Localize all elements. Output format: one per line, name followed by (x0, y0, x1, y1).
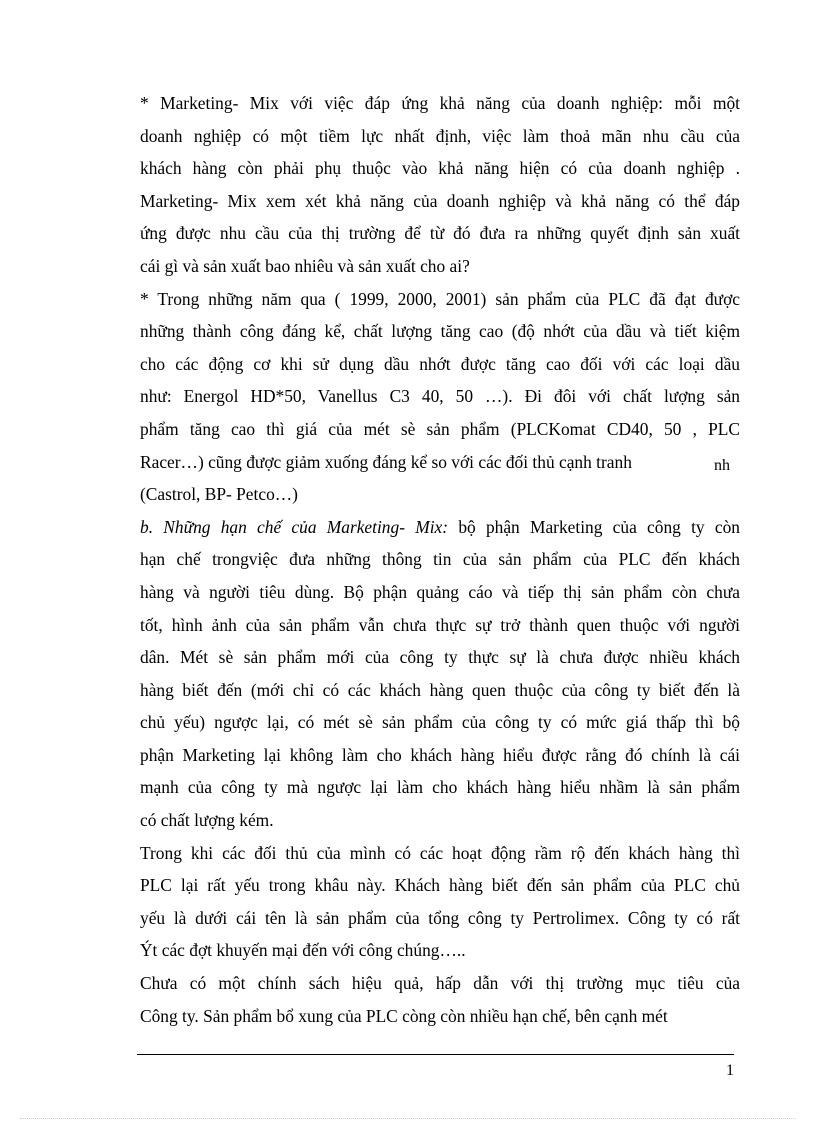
page-number: 1 (726, 1062, 734, 1079)
text-line: khách hàng còn phải phụ thuộc vào khả năng hiện có của doanh nghiệp . (140, 158, 740, 179)
text-line: hạn chế trongviệc đưa những thông tin của sản phẩm của PLC đến khách (140, 549, 740, 570)
text-line: tốt, hình ảnh của sản phẩm vẫn chưa thực sự trở thành quen thuộc với người (140, 614, 740, 635)
text-line: Ýt các đợt khuyến mại đến với công chúng….. (140, 940, 466, 961)
text-line: có chất lượng kém. (140, 810, 274, 831)
stray-fragment: nh (714, 456, 730, 474)
text-line: phẩm tăng cao thì giá của mét sè sản phẩm (PLCKomat CD40, 50 , PLC (140, 418, 740, 439)
text-line: mạnh của công ty mà ngược lại làm cho khách hàng hiểu nhầm là sản phẩm (140, 777, 740, 798)
text-line-with-fragment (140, 446, 740, 479)
footer-divider (137, 1054, 734, 1055)
text-line: PLC lại rất yếu trong khâu này. Khách hàng biết đến sản phẩm của PLC chủ (140, 875, 740, 896)
text-line: cho các động cơ khi sử dụng dầu nhớt được tăng cao đối với các loại dầu (140, 353, 740, 374)
text-line: những thành công đáng kể, chất lượng tăng cao (độ nhớt của dầu và tiết kiệm (140, 321, 740, 342)
text-line: Chưa có một chính sách hiệu quả, hấp dẫn với thị trường mục tiêu của (140, 973, 740, 994)
text-line: chủ yếu) ngược lại, có mét sè sản phẩm của công ty có mức giá thấp thì bộ (140, 712, 740, 733)
text-line: doanh nghiệp có một tiềm lực nhất định, việc làm thoả mãn nhu cầu của (140, 125, 740, 146)
text-line: bộ phận Marketing của công ty còn (458, 516, 740, 537)
text-line: Trong khi các đối thủ của mình có các hoạt động rầm rộ đến khách hàng thì (140, 842, 740, 863)
text-line: yếu là dưới cái tên là sản phẩm của tổng công ty Pertrolimex. Công ty có rất (140, 907, 740, 928)
text-line: hàng biết đến (mới chỉ có các khách hàng quen thuộc của công ty biết đến là (140, 679, 740, 700)
text-line: như: Energol HD*50, Vanellus C3 40, 50 …). Đi đôi với chất lượng sản (140, 386, 740, 407)
text-line: * Marketing- Mix với việc đáp ứng khả năng của doanh nghiệp: mỗi một (140, 93, 740, 113)
text-line: Racer…) cũng được giảm xuống đáng kể so với các đối thủ cạnh tranh (140, 451, 632, 472)
text-line: Công ty. Sản phẩm bổ xung của PLC còng còn nhiều hạn chế, bên cạnh mét (140, 1005, 668, 1026)
section-b-first-line (140, 511, 740, 544)
text-line: hàng và người tiêu dùng. Bộ phận quảng cáo và tiếp thị sản phẩm còn chưa (140, 581, 740, 602)
page-edge-divider (20, 1118, 796, 1119)
text-line: Marketing- Mix xem xét khả năng của doanh nghiệp và khả năng có thể đáp (140, 190, 740, 211)
text-line: ứng được nhu cầu của thị trường để từ đó đưa ra những quyết định sản xuất (140, 223, 740, 244)
text-line: phận Marketing lại không làm cho khách hàng hiểu được rằng đó chính là cái (140, 744, 740, 765)
section-b-heading: b. Những hạn chế của Marketing- Mix: (140, 516, 449, 537)
body-text (140, 87, 740, 1032)
text-line: * Trong những năm qua ( 1999, 2000, 2001) sản phẩm của PLC đã đạt được (140, 288, 740, 309)
text-line: dân. Mét sè sản phẩm mới của công ty thực sự là chưa được nhiều khách (140, 647, 740, 668)
text-line: cái gì và sản xuất bao nhiêu và sản xuất cho ai? (140, 255, 470, 276)
text-line: (Castrol, BP- Petco…) (140, 484, 298, 505)
